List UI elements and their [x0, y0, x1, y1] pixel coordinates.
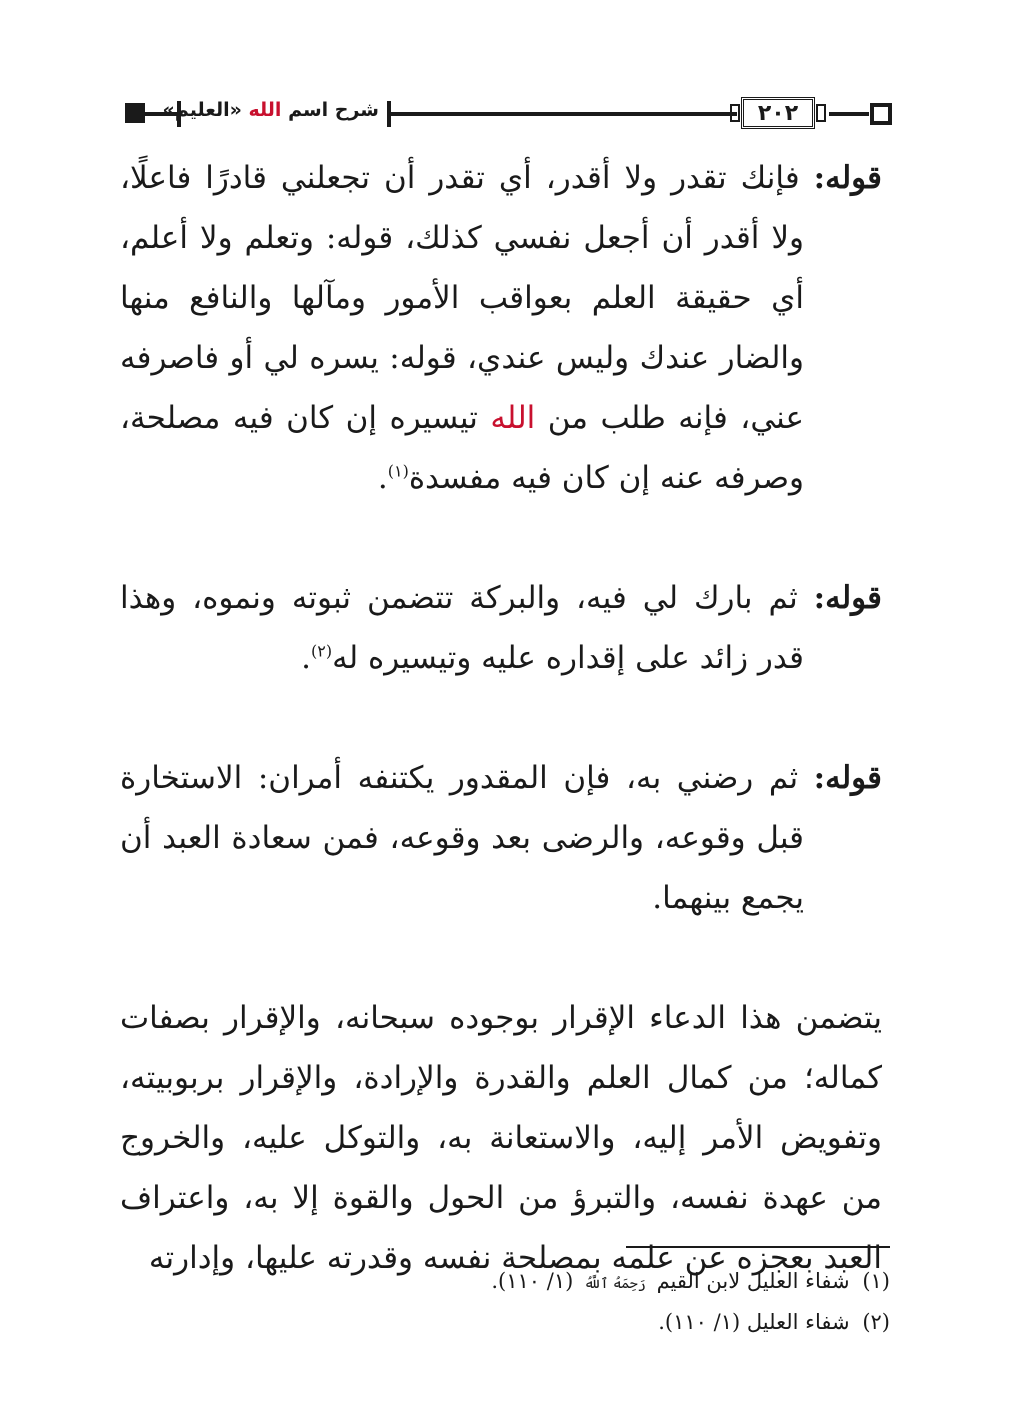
paragraph-1-label: قوله:	[813, 160, 882, 196]
footnotes	[300, 1262, 890, 1341]
page-header	[125, 95, 892, 135]
header-rule-right	[829, 112, 869, 116]
header-rule-middle	[391, 112, 737, 116]
footnote-1: (١) شفاء العليل لابن القيم رَحِمَهُ ٱللَّهُ (١/ ١١٠).	[491, 1269, 890, 1293]
footnote-2: (٢) شفاء العليل (١/ ١١٠).	[658, 1310, 890, 1334]
footnote-ref-1[interactable]: (١)	[387, 461, 409, 481]
header-right-square	[870, 103, 892, 125]
footnote-separator	[626, 1246, 890, 1248]
footnote-ref-2[interactable]: (٢)	[311, 641, 333, 661]
page-number: ٢٠٢	[757, 100, 799, 126]
paragraph-3: قوله: ثم رضني به، فإن المقدور يكتنفه أمران: الاستخارة قبل وقوعه، والرضى بعد وقوعه، فمن سعادة العبد أن يجمع بينهما.	[120, 760, 882, 916]
page-body	[120, 148, 882, 1288]
paragraph-1: قوله: فإنك تقدر ولا أقدر، أي تقدر أن تجعلني قادرًا فاعلًا، ولا أقدر أن أجعل نفسي كذلك، قوله: وتعلم ولا أعلم، أي حقيقة العلم بعواقب الأمور ومآلها والنافع منها والضار عندك وليس عندي، قوله: يسره لي أو فاصرفه عني، فإنه طلب من الله تيسيره إن كان فيه مصلحة، وصرفه عنه إن كان فيه مفسدة$^{(١)}$.	[120, 160, 882, 496]
paragraph-2: قوله: ثم بارك لي فيه، والبركة تتضمن ثبوته ونموه، وهذا قدر زائد على إقداره عليه وتيسيره له$^{(٢)}$.	[120, 580, 882, 676]
paragraph-3-label: قوله:	[813, 760, 882, 796]
page-number-box	[741, 97, 815, 129]
paragraph-4: يتضمن هذا الدعاء الإقرار بوجوده سبحانه، والإقرار بصفات كماله؛ من كمال العلم والقدرة والإرادة، والإقرار بربوبيته، وتفويض الأمر إليه، والاستعانة به، والتوكل عليه، والخروج من عهدة نفسه، والتبرؤ من الحول والقوة إلا به، واعتراف العبد بعجزه عن علمه بمصلحة نفسه وقدرته عليها، وإدارته	[120, 1000, 882, 1276]
header-left-square	[125, 103, 145, 123]
honorific-glyph: رَحِمَهُ ٱللَّهُ	[584, 1276, 646, 1292]
running-header-title: شرح اسم الله «العليم»	[195, 99, 383, 121]
divine-name: الله	[490, 400, 536, 436]
paragraph-2-label: قوله:	[813, 580, 882, 616]
